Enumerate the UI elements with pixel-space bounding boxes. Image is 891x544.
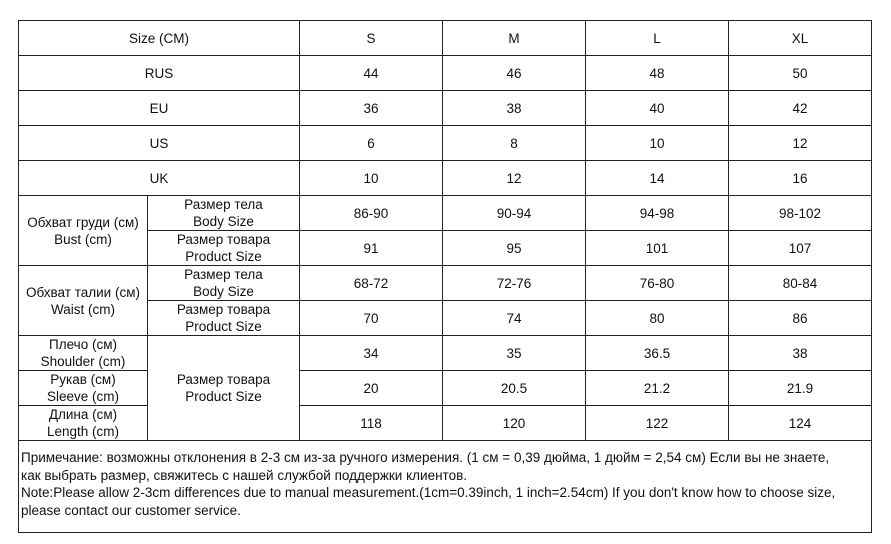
note-row (19, 441, 872, 533)
table-row-length (19, 406, 872, 441)
header-row (19, 21, 872, 56)
cell: 14 (586, 161, 729, 196)
cell: 38 (443, 91, 586, 126)
cell: 124 (729, 406, 872, 441)
cell: 50 (729, 56, 872, 91)
sleeve-label: Рукав (см) Sleeve (cm) (19, 371, 148, 406)
cell: 20.5 (443, 371, 586, 406)
table-row-bust-body (19, 196, 872, 231)
cell: 42 (729, 91, 872, 126)
length-label: Длина (см) Length (cm) (19, 406, 148, 441)
table-row-us (19, 126, 872, 161)
cell: 90-94 (443, 196, 586, 231)
cell: 76-80 (586, 266, 729, 301)
cell: 20 (300, 371, 443, 406)
cell: 16 (729, 161, 872, 196)
size-s-header: S (300, 21, 443, 56)
cell: 86 (729, 301, 872, 336)
row-label: UK (19, 161, 300, 196)
cell: 70 (300, 301, 443, 336)
cell: 118 (300, 406, 443, 441)
cell: 34 (300, 336, 443, 371)
product-size-label: Размер товара Product Size (148, 301, 300, 336)
table-row-rus (19, 56, 872, 91)
cell: 80 (586, 301, 729, 336)
shoulder-label: Плечо (см) Shoulder (cm) (19, 336, 148, 371)
note-text: Примечание: возможны отклонения в 2-3 см из-за ручного измерения. (1 см = 0,39 дюйма, 1 дюйм = 2,54 см) Если вы не знаете, как выбрать размер, свяжитесь с нашей службой поддержки клиентов. Note:Please allow 2-3cm differences due to manual measurement.(1cm=0.39inch, 1 inch=2.54cm) If you don't know how to choose size, please contact our customer service. (19, 441, 872, 533)
row-label: EU (19, 91, 300, 126)
size-xl-header: XL (729, 21, 872, 56)
cell: 10 (300, 161, 443, 196)
body-size-label: Размер тела Body Size (148, 266, 300, 301)
cell: 80-84 (729, 266, 872, 301)
size-m-header: M (443, 21, 586, 56)
cell: 21.9 (729, 371, 872, 406)
cell: 40 (586, 91, 729, 126)
cell: 35 (443, 336, 586, 371)
cell: 38 (729, 336, 872, 371)
cell: 86-90 (300, 196, 443, 231)
cell: 120 (443, 406, 586, 441)
cell: 74 (443, 301, 586, 336)
cell: 68-72 (300, 266, 443, 301)
cell: 101 (586, 231, 729, 266)
table-row-uk (19, 161, 872, 196)
cell: 10 (586, 126, 729, 161)
header-label: Size (CM) (19, 21, 300, 56)
product-size-group-label: Размер товара Product Size (148, 336, 300, 441)
cell: 44 (300, 56, 443, 91)
bust-label: Обхват груди (см) Bust (cm) (19, 196, 148, 266)
cell: 36 (300, 91, 443, 126)
cell: 36.5 (586, 336, 729, 371)
cell: 98-102 (729, 196, 872, 231)
cell: 48 (586, 56, 729, 91)
cell: 8 (443, 126, 586, 161)
row-label: US (19, 126, 300, 161)
row-label: RUS (19, 56, 300, 91)
cell: 95 (443, 231, 586, 266)
cell: 46 (443, 56, 586, 91)
cell: 12 (729, 126, 872, 161)
cell: 12 (443, 161, 586, 196)
body-size-label: Размер тела Body Size (148, 196, 300, 231)
cell: 122 (586, 406, 729, 441)
size-chart-table (18, 20, 872, 533)
product-size-label: Размер товара Product Size (148, 231, 300, 266)
cell: 91 (300, 231, 443, 266)
cell: 94-98 (586, 196, 729, 231)
table-row-sleeve (19, 371, 872, 406)
cell: 6 (300, 126, 443, 161)
cell: 107 (729, 231, 872, 266)
table-row-waist-body (19, 266, 872, 301)
table-row-shoulder (19, 336, 872, 371)
cell: 21.2 (586, 371, 729, 406)
table-row-eu (19, 91, 872, 126)
cell: 72-76 (443, 266, 586, 301)
size-l-header: L (586, 21, 729, 56)
waist-label: Обхват талии (см) Waist (cm) (19, 266, 148, 336)
